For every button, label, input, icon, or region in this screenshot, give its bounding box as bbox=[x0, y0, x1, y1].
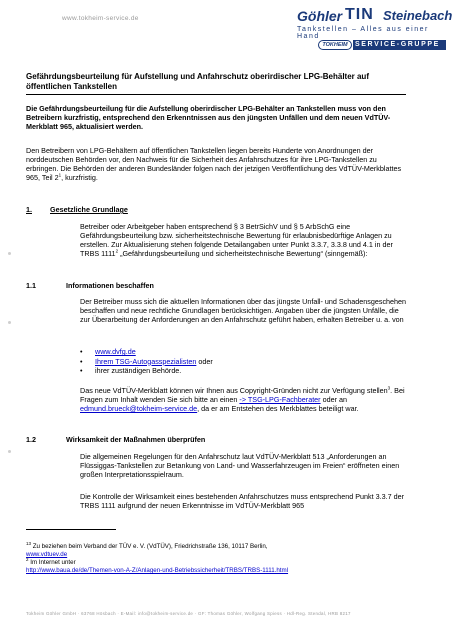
vdtuev-link[interactable]: www.vdtuev.de bbox=[26, 551, 68, 558]
tokheim-badge: TOKHEIM bbox=[318, 40, 352, 50]
footnote-separator bbox=[26, 529, 116, 530]
footnote-number: 2 bbox=[26, 556, 29, 562]
footnote-ref: 1 bbox=[58, 172, 62, 178]
tagline: Tankstellen – Alles aus einer Hand bbox=[297, 26, 429, 40]
section-number: 1. bbox=[26, 205, 32, 214]
footnote-ref: 3 bbox=[387, 385, 391, 391]
section-1-2-text: Die allgemeinen Regelungen für den Anfahrschutz laut VdTÜV-Merkblatt 513 „Anforderungen an Flüssiggas-Tankstellen zur Betankung von Land- und Wasserfahrzeugen im Freien“ eröffneten einen großen Interpretationsspielraum. bbox=[80, 452, 400, 479]
baua-link[interactable]: http://www.baua.de/de/Themen-von-A-Z/Anlagen-und-Betriebssicherheit/TRBS/TRBS-1111.html bbox=[26, 567, 289, 574]
list-item-text: oder bbox=[196, 356, 213, 366]
list-item bbox=[80, 357, 410, 367]
section-1-text bbox=[80, 222, 410, 258]
site-url: www.tokheim-service.de bbox=[62, 15, 139, 22]
footnote-2-link-row bbox=[26, 567, 426, 575]
document-title: Gefährdungsbeurteilung für Aufstellung und Anfahrschutz oberirdischer LPG-Behälter auf öffentlichen Tankstellen bbox=[26, 72, 369, 91]
source-list bbox=[80, 347, 410, 376]
paragraph-text: Das neue VdTÜV-Merkblatt können wir Ihnen aus Copyright-Gründen nicht zur Verfügung stellen bbox=[80, 386, 388, 395]
footnote-ref: 2 bbox=[115, 248, 119, 254]
dvfg-link[interactable]: www.dvfg.de bbox=[95, 347, 136, 356]
title-underline bbox=[26, 94, 406, 95]
intro-paragraph bbox=[26, 146, 406, 182]
tsg-lpg-advisor-link[interactable]: -> TSG-LPG-Fachberater bbox=[239, 395, 321, 404]
logo-tin: TIN bbox=[345, 6, 374, 23]
footnote-1-link-row bbox=[26, 551, 426, 559]
tsg-specialist-link[interactable]: Ihrem TSG-Autogasspezialisten bbox=[95, 356, 197, 366]
paragraph-text: oder an bbox=[320, 395, 347, 404]
section-1-2-text-2: Die Kontrolle der Wirksamkeit eines bestehenden Anfahrschutzes muss entsprechend Punkt 3.3.7 der TRBS 1111 aufgrund der neuen Erkenntnisse im VdTÜV-Merkblatt 965 bbox=[80, 492, 405, 510]
lead-paragraph: Die Gefährdungsbeurteilung für die Aufstellung oberirdischer LPG-Behälter an Tankstellen muss von den Betreibern kurzfristig, entsprechend den Erkenntnissen aus den jüngsten Unfällen und dem neuen VdTÜV-Merkblatt 965, aktualisiert werden. bbox=[26, 104, 391, 131]
section-1-body-end: „Gefährdungsbeurteilung und sicherheitstechnische Bewertung“ (sinngemäß): bbox=[118, 249, 368, 258]
intro-text-end: , kurzfristig. bbox=[61, 173, 98, 182]
section-1-heading bbox=[26, 205, 406, 214]
margin-dot bbox=[8, 252, 11, 255]
intro-text: Den Betreibern von LPG-Behältern auf öffentlichen Tankstellen liegen bereits Hunderte von Anordnungen der norddeutschen Behörden vor, den Nachweis für die Sicherheit des Anfahrschutzes für ihre LPG-Tankstellen zu erbringen. Die Behörden der anderen Bundesländer folgen nach der jetzigen Veröffentlichung des VdTÜV-Merkblattes 965, Teil 2 bbox=[26, 146, 402, 182]
page-footer: Tokheim Göhler GmbH · 63768 Hösbach · E-Mail: info@tokheim-service.de · GF: Thomas Göhler, Wolfgang Spiess · Hdl-Reg. Stendal, HRB 8217 bbox=[26, 611, 351, 616]
section-1-1-heading bbox=[26, 281, 406, 290]
section-1-2-heading bbox=[26, 435, 406, 444]
footnote-text: Im Internet unter bbox=[28, 559, 76, 566]
list-item bbox=[80, 347, 410, 357]
list-item-text: ihrer zuständigen Behörde. bbox=[95, 366, 182, 375]
service-group-label: SERVICE-GRUPPE bbox=[355, 41, 440, 48]
section-title: Informationen beschaffen bbox=[66, 281, 154, 290]
section-1-1-text-2 bbox=[80, 386, 410, 413]
section-1-1-text: Der Betreiber muss sich die aktuellen Informationen über das jüngste Unfall- und Schadensgeschehen beschaffen und neue rechtliche Grundlagen berücksichtigen. Angaben über die jüngsten Unfälle, die zur Überarbeitung der Anforderungen an den Anfahrschutz geführt haben, erhalten Betreiber u. a. von bbox=[80, 297, 407, 324]
section-title: Wirksamkeit der Maßnahmen überprüfen bbox=[66, 435, 206, 444]
email-link[interactable]: edmund.brueck@tokheim-service.de bbox=[80, 404, 198, 413]
list-item bbox=[80, 366, 410, 376]
section-number: 1.2 bbox=[26, 435, 36, 444]
margin-dot bbox=[8, 450, 11, 453]
footnotes bbox=[26, 540, 426, 575]
footnote-text: Zu beziehen beim Verband der TÜV e. V. (VdTÜV), Friedrichstraße 136, 10117 Berlin, bbox=[31, 543, 268, 550]
paragraph-text: , da er am Entstehen des Merkblattes beteiligt war. bbox=[197, 404, 359, 413]
footnote-2 bbox=[26, 556, 426, 567]
section-title: Gesetzliche Grundlage bbox=[50, 205, 128, 214]
logo-steinebach: Steinebach bbox=[383, 8, 452, 23]
logo-goehler: Göhler bbox=[297, 8, 343, 24]
footnote-1 bbox=[26, 540, 426, 551]
section-number: 1.1 bbox=[26, 281, 36, 290]
paragraph-text: . Bei Fragen zum Inhalt wenden Sie sich bitte an einen bbox=[80, 386, 405, 404]
footnote-number: 13 bbox=[26, 540, 32, 546]
margin-dot bbox=[8, 321, 11, 324]
section-1-body: Betreiber oder Arbeitgeber haben entsprechend § 3 BetrSichV und § 5 ArbSchG eine Gefährdungsbeurteilung bzw. sicherheitstechnische Bewertung für erlaubnisbedürftige Anlagen zu erstellen. Zur Aktualisierung stehen folgende Detailangaben unter Punkt 3.3.7, 3.3.8 und 4.1 in der TRBS 1111 bbox=[80, 222, 393, 258]
